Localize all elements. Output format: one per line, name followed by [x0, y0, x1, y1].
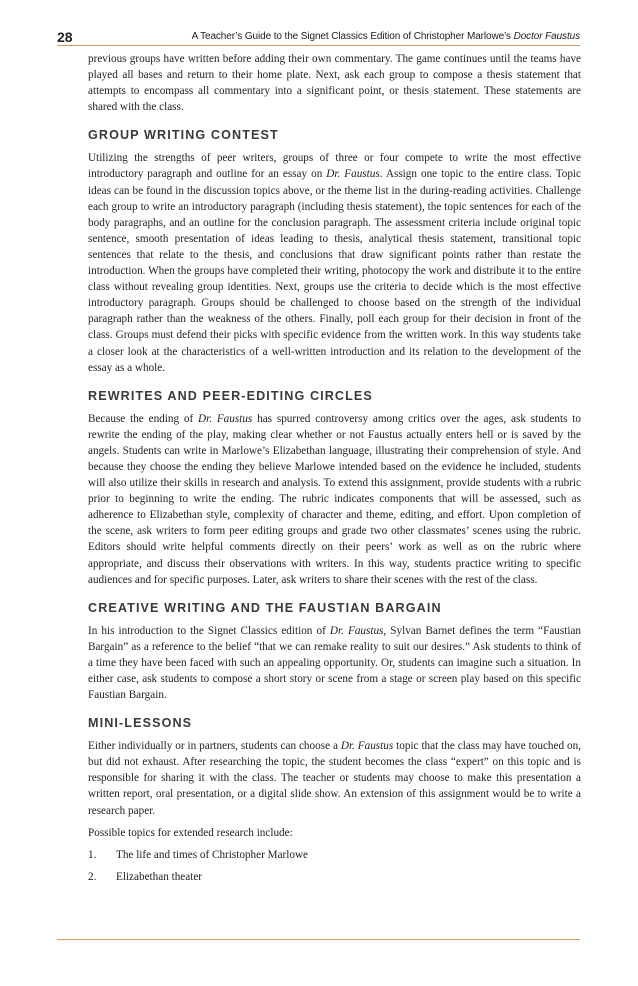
running-head-italic-title: Doctor Faustus — [513, 31, 580, 42]
running-head-text: A Teacher’s Guide to the Signet Classics Edition of Christopher Marlowe’s — [191, 31, 514, 42]
mini-lessons-paragraph — [88, 738, 581, 818]
text-run: In his introduction to the Signet Classics edition of — [88, 624, 330, 637]
group-writing-paragraph — [88, 150, 581, 375]
section-heading-rewrites: REWRITES AND PEER-EDITING CIRCLES — [88, 388, 373, 403]
text-run: , Sylvan Barnet defines the term “Faustian Bargain” as a reference to the belief “that we can remake reality to suit our desires.” Ask students to think of a time they have been faced with such an appealing opportunity. Or, students can imagine such a situation. In either case, ask students to compose a short story or scene from a stage or screen play based on this specific Faustian Bargain. — [88, 624, 582, 702]
italic-title: Dr. Faustus — [340, 740, 394, 753]
text-run: Either individually or in partners, students can choose a — [88, 740, 341, 753]
page-body — [88, 51, 581, 885]
header-rule — [57, 45, 580, 46]
list-number: 2. — [88, 870, 97, 883]
section-heading-creative-writing: CREATIVE WRITING AND THE FAUSTIAN BARGAIN — [88, 600, 442, 615]
text-run: topic that the class may have touched on, but did not exhaust. After researching the topic, the student becomes the class “expert” on this topic and is responsible for sharing it with the class. The teacher or students may choose to make this presentation a written report, oral presentation, or a digital slide show. An extension of this assignment would be to write a research paper. — [88, 740, 582, 817]
list-number: 1. — [88, 848, 97, 861]
possible-topics-intro: Possible topics for extended research include: — [88, 826, 293, 839]
text-run: Because the ending of — [88, 412, 199, 425]
text-run: Utilizing the strengths of peer writers, groups of three or four compete to write the most effective introductory paragraph and outline for an essay on — [88, 152, 581, 181]
text-run: . Assign one topic to the entire class. Topic ideas can be found in the discussion topics above, or the theme list in the during-reading activities. Challenge each group to write an introductory paragraph (including thesis statement), the topic sentences for each of the body paragraphs, and an outline for the conclusion paragraph. The assessment criteria include original topic sentence, smooth presentation of ideas leading to thesis, analytical thesis statement, transitional topic sentences that relate to the thesis, and conclusions that draw significant points rather than restate the introduction. When the groups have completed their writing, photocopy the work and distribute it to the entire class without revealing group identities. Next, groups use the criteria to decide which is the most effective introductory paragraph. Groups should be challenged to choose based on the strength of the individual paragraph rather than the weakness of the others. Finally, poll each group for their decision in front of the class. Groups must defend their picks with specific evidence from the written work. In this way students take a closer look at the characteristics of a well-written introduction and its relation to the development of the essay as a whole. — [88, 168, 582, 374]
running-head — [192, 31, 580, 42]
list-text: The life and times of Christopher Marlowe — [116, 848, 309, 861]
text-run: has spurred controversy among critics over the ages, ask students to rewrite the ending of the play, making clear whether or not Faustus actually enters hell or is saved by the angels. Students can write in Marlowe’s Elizabethan language, illustrating their comprehension of style. And because they choose the ending they believe Marlowe intended based on the evidence he included, students will also utilize their skills in research and analysis. To extend this assignment, provide students with a rubric prior to beginning to write the ending. The rubric indicates components that will be assessed, such as adherence to Elizabethan style, complexity of character and theme, editing, and effort. Upon completion of the scene, ask writers to form peer editing groups and grade two other classmates’ scenes using the rubric. Editors should write helpful comments directly on their peers’ work as well as on the rubric where appropriate, and discuss their observations with writers. In this way, students practice writing to specific audiences and for specific purposes. Later, ask writers to share their scenes with the rest of the class. — [88, 412, 581, 586]
italic-title: Dr. Faustus — [326, 168, 380, 181]
intro-paragraph: previous groups have written before adding their own commentary. The game continues until the teams have played all bases and return to their home plate. Next, ask each group to compose a thesis statement that attempts to encompass all commentary into a significant point, or thesis statement. These statements are shared with the class. — [88, 53, 581, 114]
page-number: 28 — [57, 29, 73, 45]
section-heading-mini-lessons: MINI-LESSONS — [88, 716, 193, 731]
list-item — [88, 847, 581, 863]
rewrites-paragraph — [88, 411, 581, 588]
section-heading-group-writing: GROUP WRITING CONTEST — [88, 128, 279, 143]
footer-rule — [57, 939, 580, 940]
italic-title: Dr. Faustus — [198, 412, 253, 425]
creative-writing-paragraph — [88, 623, 581, 703]
list-text: Elizabethan theater — [116, 870, 203, 883]
italic-title: Dr. Faustus — [329, 624, 384, 637]
list-item — [88, 869, 581, 885]
